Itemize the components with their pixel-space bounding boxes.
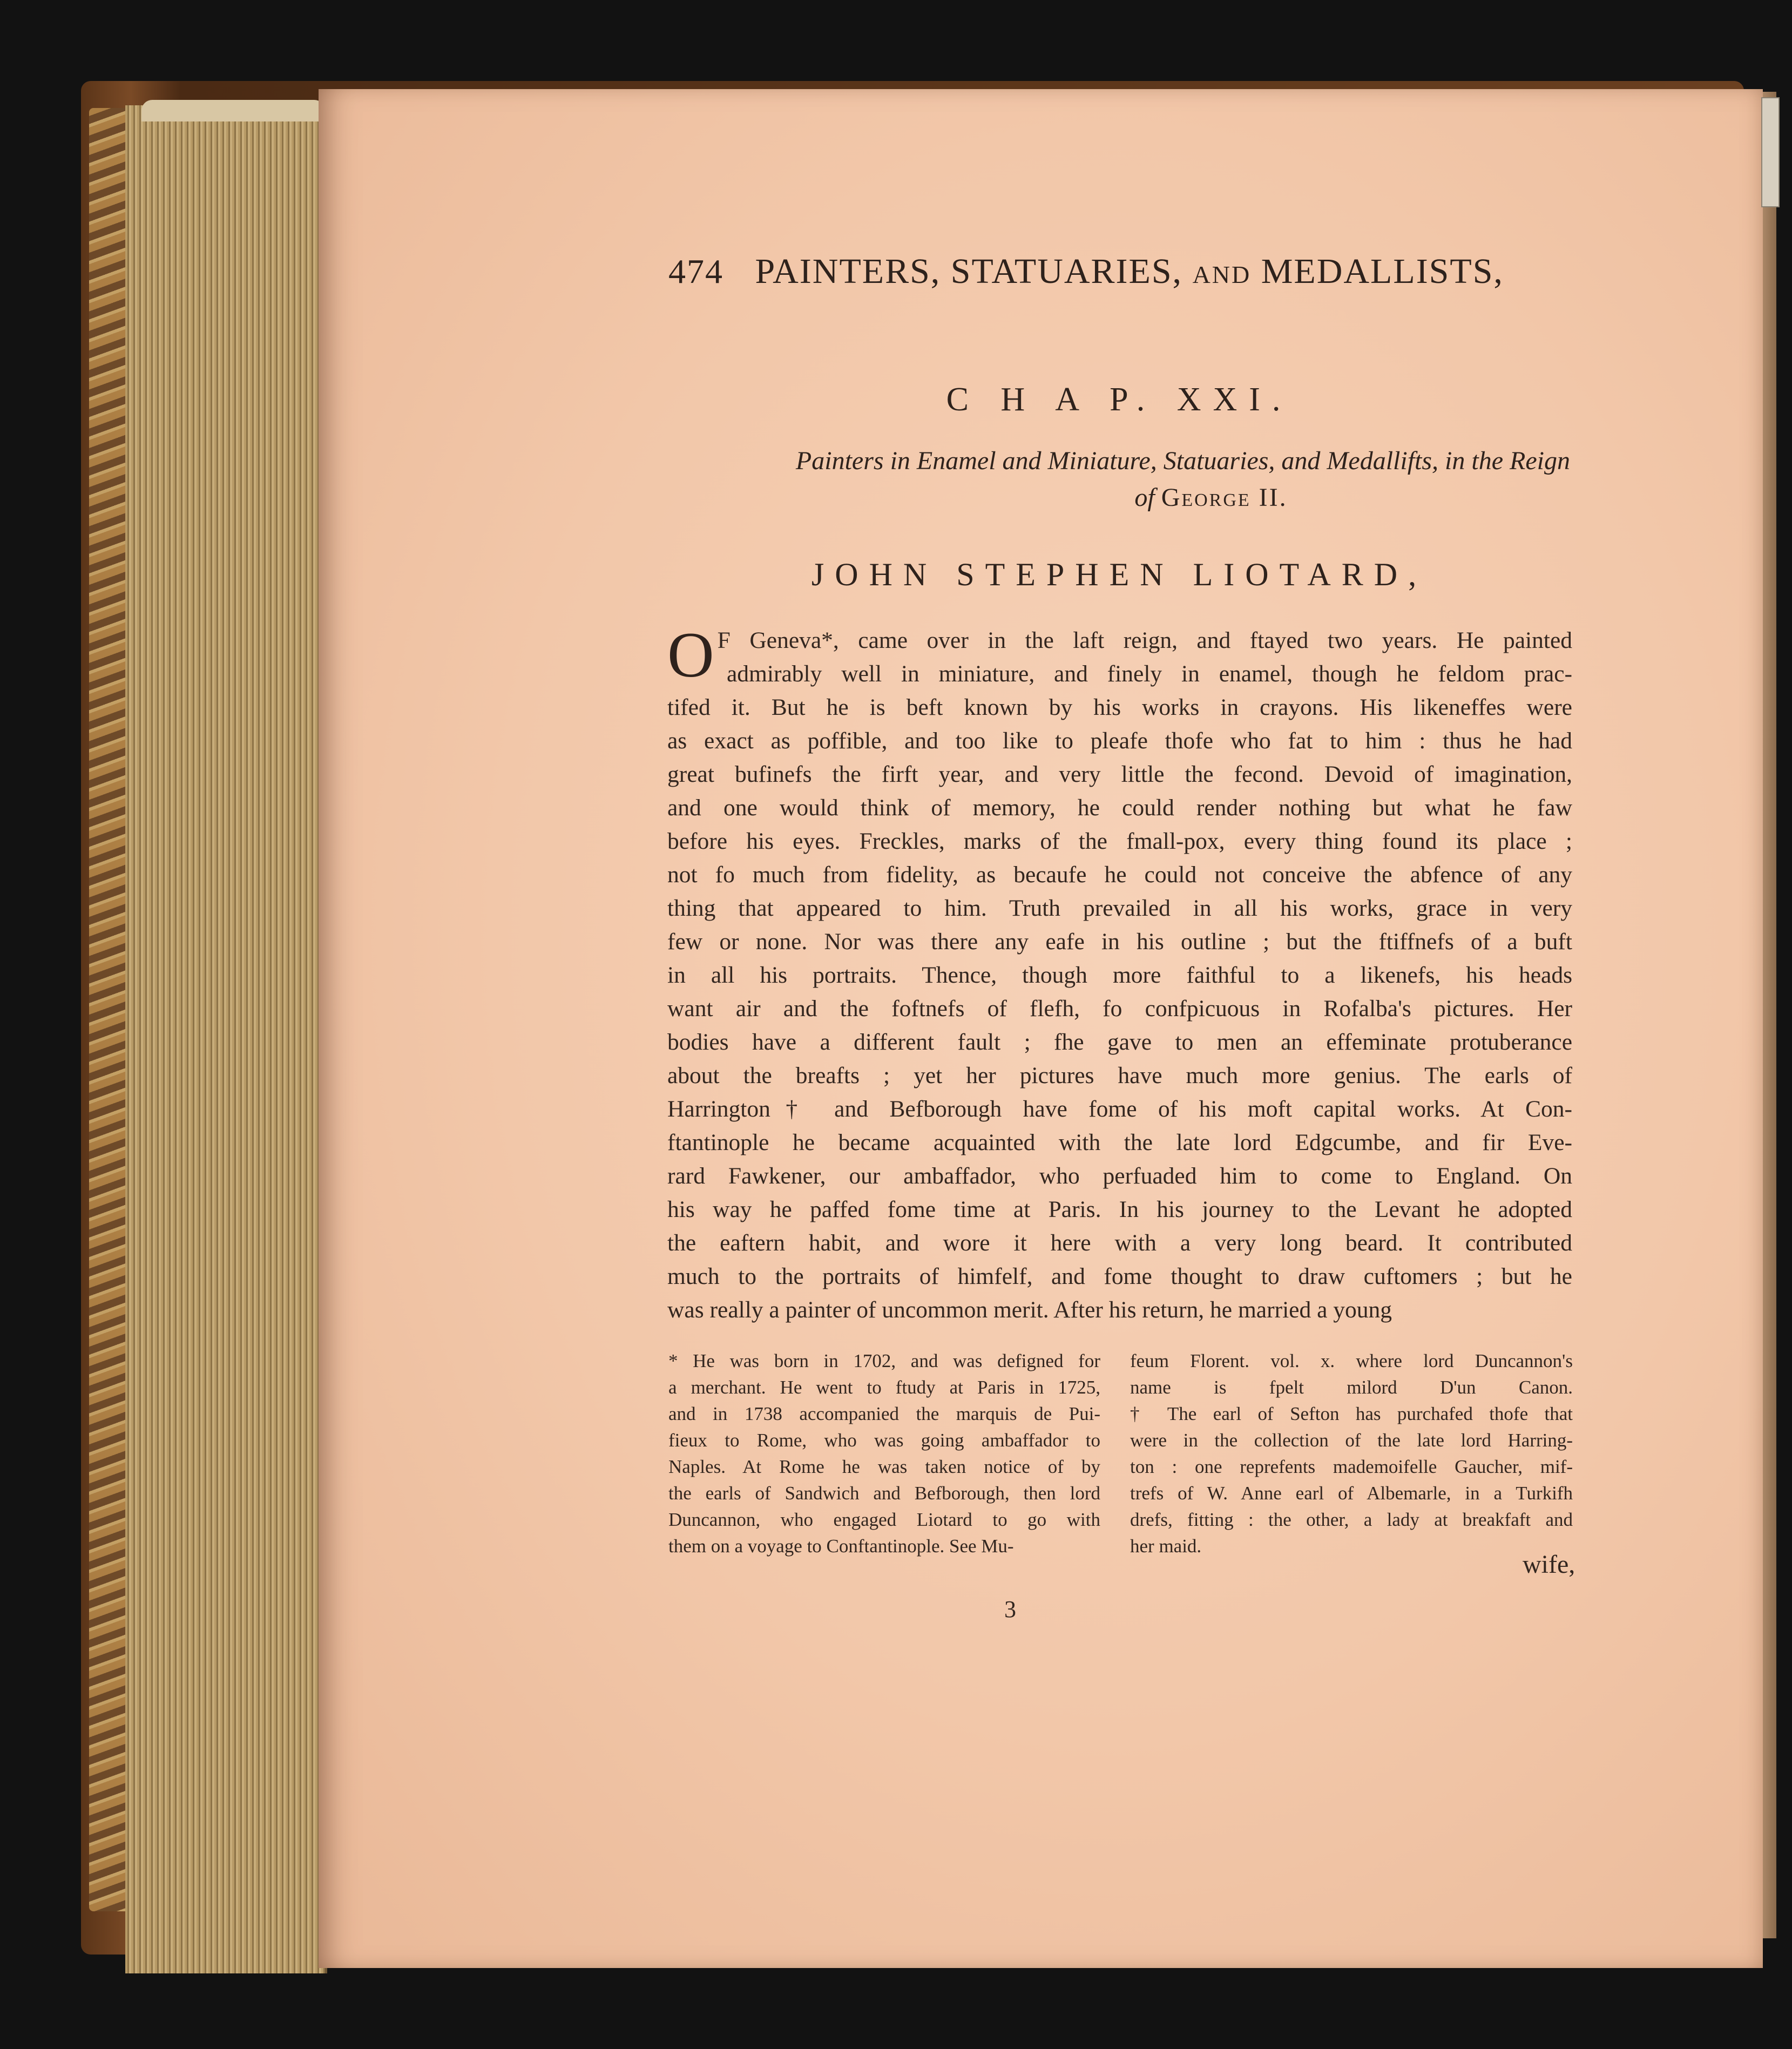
body-line: as exact as poffible, and too like to pleafe thofe who fat to him : thus he had [667, 728, 1572, 754]
page-number: 474 [668, 252, 723, 290]
footnote-line: her maid. [1130, 1536, 1202, 1557]
body-line: admirably well in miniature, and finely in enamel, though he feldom prac- [727, 661, 1572, 687]
footnote-line: feum Florent. vol. x. where lord Duncannon's [1130, 1350, 1573, 1371]
section-name-heading: JOHN STEPHEN LIOTARD, [811, 557, 1428, 592]
body-line: ftantinople he became acquainted with the late lord Edgcumbe, and fir Eve- [667, 1130, 1572, 1155]
body-text [667, 619, 1572, 1327]
footnote-line: the earls of Sandwich and Befborough, then lord [668, 1483, 1100, 1504]
body-line: rard Fawkener, our ambaffador, who perfuaded him to come to England. On [667, 1163, 1572, 1189]
footnote-line: and in 1738 accompanied the marquis de Pui- [668, 1403, 1100, 1424]
footnote-line: them on a voyage to Conftantinople. See Mu- [668, 1536, 1014, 1557]
running-head-end: MEDALLISTS, [1261, 252, 1504, 291]
footnote-line: ton : one reprefents mademoifelle Gaucher, mif- [1130, 1456, 1573, 1477]
body-line: bodies have a different fault ; fhe gave to men an effeminate protuberance [667, 1029, 1572, 1055]
footnote-line: name is fpelt milord D'un Canon. [1130, 1377, 1573, 1398]
body-line: great bufinefs the firft year, and very little the fecond. Devoid of imagination, [667, 761, 1572, 787]
footnote-line: Duncannon, who engaged Liotard to go with [668, 1509, 1100, 1530]
footnote-column-left [668, 1348, 1100, 1559]
footnote-line: drefs, fitting : the other, a lady at breakfaft and [1130, 1509, 1573, 1530]
body-line: few or none. Nor was there any eafe in his outline ; but the ftiffnefs of a buft [667, 929, 1572, 955]
page-block-edges [125, 105, 327, 1973]
body-line: and one would think of memory, he could render nothing but what he faw [667, 795, 1572, 821]
footnote-line: trefs of W. Anne earl of Albemarle, in a Turkifh [1130, 1483, 1573, 1504]
body-line: in all his portraits. Thence, though more faithful to a likenefs, his heads [667, 962, 1572, 988]
body-line: his way he paffed fome time at Paris. In his journey to the Levant he adopted [667, 1196, 1572, 1222]
footnote-line: Naples. At Rome he was taken notice of by [668, 1456, 1100, 1477]
chapter-subtitle [668, 443, 1570, 516]
subtitle-king: George II. [1161, 483, 1288, 512]
running-head [668, 251, 1554, 292]
body-line: Harrington† and Befborough have fome of his moft capital works. At Con- [667, 1096, 1572, 1122]
body-line: want air and the foftnefs of flefh, fo confpicuous in Rofalba's pictures. Her [667, 996, 1572, 1022]
body-line: tifed it. But he is beft known by his works in crayons. His likeneffes were [667, 694, 1572, 720]
body-line: not fo much from fidelity, as becaufe he could not conceive the abfence of any [667, 862, 1572, 888]
body-line: before his eyes. Freckles, marks of the fmall-pox, every thing found its place ; [667, 828, 1572, 854]
footnote-line: † The earl of Sefton has purchafed thofe that [1130, 1403, 1573, 1424]
body-line: F Geneva*, came over in the laft reign, and ftayed two years. He painted [717, 627, 1572, 653]
footnote-line: a merchant. He went to ftudy at Paris in 1725, [668, 1377, 1100, 1398]
subtitle-of: of [1134, 483, 1155, 512]
subtitle-line-2 [668, 479, 1570, 516]
body-line: the eaftern habit, and wore it here with a very long beard. It contributed [667, 1230, 1572, 1256]
running-head-and: AND [1192, 261, 1252, 288]
footnote-line: * He was born in 1702, and was defigned for [668, 1350, 1100, 1371]
page-corner-tab [1761, 97, 1780, 207]
footnote-line: fieux to Rome, who was going ambaffador to [668, 1430, 1100, 1451]
subtitle-line-1: Painters in Enamel and Miniature, Statuaries, and Medallifts, in the Reign [795, 447, 1570, 475]
signature-mark: 3 [1004, 1596, 1016, 1622]
page-block-top [141, 100, 325, 121]
drop-cap: O [667, 619, 714, 691]
body-line: was really a painter of uncommon merit. After his return, he married a young [667, 1297, 1392, 1323]
body-line: thing that appeared to him. Truth prevailed in all his works, grace in very [667, 895, 1572, 921]
catchword: wife, [1523, 1550, 1575, 1579]
body-line: much to the portraits of himfelf, and fome thought to draw cuftomers ; but he [667, 1263, 1572, 1289]
footnote-line: were in the collection of the late lord Harring- [1130, 1430, 1573, 1451]
running-head-main: PAINTERS, STATUARIES, [755, 252, 1183, 291]
footnote-column-right [1130, 1348, 1573, 1559]
body-line: about the breafts ; yet her pictures have much more genius. The earls of [667, 1063, 1572, 1088]
chapter-heading: C H A P. XXI. [946, 381, 1293, 418]
